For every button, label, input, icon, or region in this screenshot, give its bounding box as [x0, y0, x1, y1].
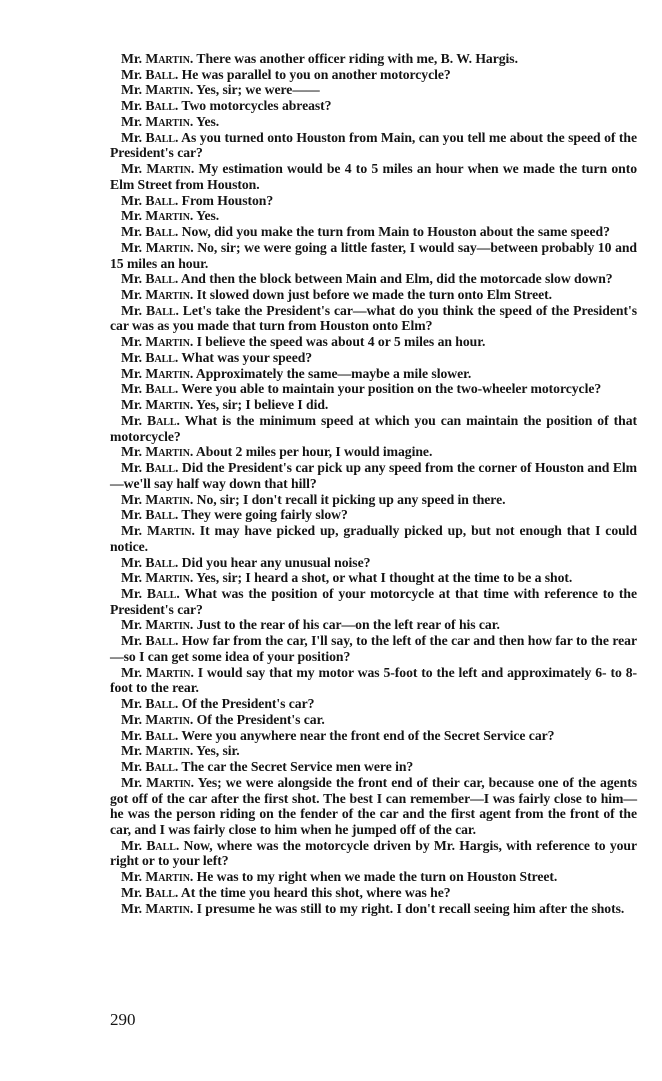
testimony-text: Just to the rear of his car—on the left rear of his car.	[196, 617, 500, 633]
testimony-paragraph: Mr. Ball. What was your speed?	[121, 349, 313, 365]
testimony-paragraph: Mr. Martin. It slowed down just before we made the turn onto Elm Street.	[121, 287, 553, 303]
speaker-name: Martin	[145, 743, 190, 759]
speaker-name: Martin	[145, 444, 190, 460]
testimony-paragraph: Mr. Ball. Were you able to maintain your position on the two-wheeler motorcycle?	[121, 381, 602, 397]
speaker-prefix: Mr.	[121, 349, 143, 365]
testimony-text: Yes, sir; I believe I did.	[196, 397, 329, 413]
testimony-paragraph: Mr. Ball. Now, where was the motorcycle driven by Mr. Hargis, with reference to your right or to your left?	[110, 837, 637, 869]
speaker-prefix: Mr.	[121, 491, 143, 507]
speaker-prefix: Mr.	[121, 869, 143, 885]
testimony-paragraph: Mr. Martin. Yes.	[121, 208, 220, 224]
testimony-text: He was parallel to you on another motorcycle?	[181, 66, 451, 82]
speaker-name: Martin	[145, 334, 190, 350]
speaker-name: Martin	[145, 869, 190, 885]
speaker-prefix: Mr.	[121, 66, 143, 82]
testimony-paragraph: Mr. Martin. About 2 miles per hour, I would imagine.	[121, 444, 433, 460]
speaker-name: Martin	[145, 365, 190, 381]
speaker-prefix: Mr.	[121, 224, 143, 240]
speaker-prefix: Mr.	[121, 523, 143, 539]
testimony-text: The car the Secret Service men were in?	[181, 759, 414, 775]
speaker-prefix: Mr.	[121, 113, 143, 129]
testimony-paragraph: Mr. Ball. Now, did you make the turn from Main to Houston about the same speed?	[121, 224, 610, 240]
speaker-name: Martin	[145, 900, 190, 916]
testimony-paragraph: Mr. Ball. What is the minimum speed at which you can maintain the position of that motorcycle?	[110, 412, 637, 444]
testimony-paragraph: Mr. Martin. Approximately the same—maybe a mile slower.	[121, 365, 472, 381]
testimony-paragraph: Mr. Martin. Yes, sir; I believe I did.	[121, 397, 329, 413]
speaker-name: Martin	[145, 570, 190, 586]
speaker-name: Ball	[145, 224, 175, 240]
speaker-prefix: Mr.	[121, 239, 143, 255]
testimony-paragraph: Mr. Ball. At the time you heard this shot, where was he?	[121, 884, 451, 900]
testimony-paragraph: Mr. Ball. They were going fairly slow?	[121, 507, 348, 523]
speaker-prefix: Mr.	[121, 711, 143, 727]
speaker-prefix: Mr.	[121, 460, 143, 476]
testimony-paragraph: Mr. Ball. Two motorcycles abreast?	[121, 98, 332, 114]
speaker-prefix: Mr.	[121, 129, 143, 145]
speaker-name: Martin	[146, 523, 192, 539]
testimony-paragraph: Mr. Martin. I believe the speed was about 4 or 5 miles an hour.	[121, 334, 486, 350]
speaker-name: Martin	[145, 617, 190, 633]
speaker-prefix: Mr.	[121, 727, 143, 743]
testimony-paragraph: Mr. Martin. My estimation would be 4 to 5 miles an hour when we made the turn onto Elm Street from Houston.	[110, 161, 638, 192]
speaker-name: Martin	[145, 113, 190, 129]
speaker-prefix: Mr.	[121, 192, 143, 208]
speaker-name: Ball	[145, 884, 175, 900]
speaker-name: Ball	[145, 381, 175, 397]
speaker-name: Ball	[145, 302, 176, 318]
testimony-text: Approximately the same—maybe a mile slower.	[195, 365, 472, 381]
speaker-name: Ball	[146, 585, 177, 601]
speaker-prefix: Mr.	[121, 381, 143, 397]
speaker-prefix: Mr.	[121, 837, 143, 853]
speaker-prefix: Mr.	[121, 743, 143, 759]
testimony-paragraph: Mr. Martin. Of the President's car.	[121, 711, 325, 727]
testimony-paragraph: Mr. Ball. Were you anywhere near the front end of the Secret Service car?	[121, 727, 555, 743]
testimony-paragraph: Mr. Martin. Yes.	[121, 113, 220, 129]
testimony-paragraph: Mr. Ball. What was the position of your motorcycle at that time with reference to the President's car?	[110, 585, 637, 617]
speaker-prefix: Mr.	[121, 444, 143, 460]
testimony-text: From Houston?	[181, 192, 274, 208]
testimony-paragraph: Mr. Ball. How far from the car, I'll say, to the left of the car and then how far to the rear—so I can get some idea of your position?	[110, 633, 637, 664]
speaker-name: Ball	[145, 507, 175, 523]
speaker-name: Martin	[145, 287, 190, 303]
speaker-name: Martin	[145, 397, 190, 413]
testimony-text: No, sir; I don't recall it picking up any speed in there.	[196, 491, 506, 507]
speaker-name: Martin	[145, 711, 190, 727]
speaker-prefix: Mr.	[121, 696, 143, 712]
speaker-prefix: Mr.	[121, 51, 143, 66]
speaker-name: Martin	[146, 161, 191, 177]
testimony-text: Did the President's car pick up any speed from the corner of Houston and Elm—we'll say half way down that hill?	[110, 460, 638, 491]
speaker-name: Martin	[146, 774, 191, 790]
speaker-name: Ball	[145, 554, 175, 570]
testimony-text: I would say that my motor was 5-foot to the left and approximately 6- to 8-foot to the rear.	[110, 664, 637, 696]
testimony-paragraph: Mr. Martin. No, sir; I don't recall it picking up any speed in there.	[121, 491, 506, 507]
speaker-prefix: Mr.	[121, 271, 143, 287]
speaker-name: Martin	[145, 664, 191, 680]
testimony-text: No, sir; we were going a little faster, I would say—between probably 10 and 15 miles an hour.	[110, 239, 637, 271]
testimony-paragraph: Mr. Martin. No, sir; we were going a little faster, I would say—between probably 10 and 15 miles an hour.	[110, 239, 637, 271]
speaker-prefix: Mr.	[121, 365, 143, 381]
testimony-paragraph: Mr. Ball. Of the President's car?	[121, 696, 315, 712]
speaker-name: Ball	[145, 633, 176, 649]
testimony-text: Now, did you make the turn from Main to Houston about the same speed?	[181, 224, 610, 240]
testimony-text: Yes.	[196, 208, 220, 224]
speaker-prefix: Mr.	[121, 161, 143, 177]
testimony-text: It slowed down just before we made the turn onto Elm Street.	[196, 287, 553, 303]
speaker-name: Ball	[145, 349, 175, 365]
speaker-name: Martin	[145, 82, 190, 98]
testimony-paragraph: Mr. Martin. Yes, sir; I heard a shot, or what I thought at the time to be a shot.	[121, 570, 573, 586]
testimony-text: He was to my right when we made the turn on Houston Street.	[196, 869, 558, 885]
testimony-paragraph: Mr. Martin. It may have picked up, gradually picked up, but not enough that I could notice.	[110, 523, 637, 554]
speaker-name: Martin	[145, 51, 190, 66]
testimony-paragraph: Mr. Martin. He was to my right when we made the turn on Houston Street.	[121, 869, 558, 885]
testimony-text: It may have picked up, gradually picked up, but not enough that I could notice.	[110, 523, 637, 554]
testimony-text: What was your speed?	[181, 349, 313, 365]
testimony-text: Yes, sir; we were——	[196, 82, 320, 98]
testimony-paragraph: Mr. Martin. I presume he was still to my right. I don't recall seeing him after the shots.	[121, 900, 625, 916]
testimony-text: Yes, sir; I heard a shot, or what I thought at the time to be a shot.	[196, 570, 573, 586]
testimony-paragraph: Mr. Ball. And then the block between Main and Elm, did the motorcade slow down?	[121, 271, 613, 287]
testimony-text: About 2 miles per hour, I would imagine.	[195, 444, 433, 460]
speaker-prefix: Mr.	[121, 334, 143, 350]
speaker-prefix: Mr.	[121, 302, 143, 318]
testimony-paragraph: Mr. Ball. Let's take the President's car—what do you think the speed of the President's car was as you made that turn from Houston onto Elm?	[110, 302, 637, 334]
speaker-name: Martin	[145, 239, 191, 255]
speaker-prefix: Mr.	[121, 617, 143, 633]
speaker-prefix: Mr.	[121, 397, 143, 413]
testimony-paragraph: Mr. Martin. There was another officer riding with me, B. W. Hargis.	[121, 51, 518, 66]
speaker-prefix: Mr.	[121, 759, 143, 775]
testimony-paragraph: Mr. Ball. As you turned onto Houston from Main, can you tell me about the speed of the President's car?	[110, 129, 637, 161]
speaker-name: Ball	[146, 837, 176, 853]
speaker-prefix: Mr.	[121, 884, 143, 900]
speaker-prefix: Mr.	[121, 287, 143, 303]
testimony-text: I believe the speed was about 4 or 5 miles an hour.	[196, 334, 486, 350]
testimony-text: There was another officer riding with me, B. W. Hargis.	[196, 51, 518, 66]
testimony-text: Of the President's car.	[196, 711, 325, 727]
speaker-prefix: Mr.	[121, 900, 143, 916]
testimony-paragraph: Mr. Martin. Just to the rear of his car—on the left rear of his car.	[121, 617, 500, 633]
testimony-paragraph: Mr. Ball. From Houston?	[121, 192, 274, 208]
speaker-name: Ball	[145, 129, 176, 145]
testimony-text: Were you anywhere near the front end of the Secret Service car?	[181, 727, 555, 743]
testimony-paragraph: Mr. Martin. Yes, sir; we were——	[121, 82, 320, 98]
testimony-text: What is the minimum speed at which you can maintain the position of that motorcycle?	[110, 412, 637, 444]
speaker-name: Ball	[145, 696, 175, 712]
speaker-name: Ball	[145, 759, 175, 775]
speaker-prefix: Mr.	[121, 570, 143, 586]
testimony-text: Did you hear any unusual noise?	[181, 554, 371, 570]
speaker-prefix: Mr.	[121, 774, 143, 790]
testimony-paragraph: Mr. Ball. He was parallel to you on another motorcycle?	[121, 66, 451, 82]
speaker-prefix: Mr.	[121, 208, 143, 224]
testimony-text: Yes; we were alongside the front end of their car, because one of the agents got off of the car after the first shot. The best I can remember—I was fairly close to him—he was the person riding on the fender of the car and the first agent from the front of the car, and I was fairly close to him when he jumped off of the car.	[110, 774, 637, 837]
testimony-text: What was the position of your motorcycle at that time with reference to the President's car?	[110, 585, 637, 617]
testimony-text: I presume he was still to my right. I don't recall seeing him after the shots.	[196, 900, 625, 916]
page-number: 290	[110, 1010, 136, 1029]
speaker-name: Ball	[145, 271, 175, 287]
testimony-text: Yes, sir.	[196, 743, 240, 759]
speaker-name: Ball	[145, 66, 175, 82]
transcript-body	[110, 51, 637, 916]
testimony-paragraph: Mr. Martin. Yes; we were alongside the front end of their car, because one of the agents got off of the car after the first shot. The best I can remember—I was fairly close to him—he was the person riding on the fender of the car and the first agent from the front of the car, and I was fairly close to him when he jumped off of the car.	[110, 774, 637, 837]
speaker-name: Martin	[145, 491, 190, 507]
speaker-name: Ball	[145, 460, 175, 476]
speaker-prefix: Mr.	[121, 633, 143, 649]
testimony-paragraph: Mr. Ball. Did the President's car pick up any speed from the corner of Houston and Elm—we'll say half way down that hill?	[110, 460, 638, 491]
testimony-text: Let's take the President's car—what do you think the speed of the President's car was as you made that turn from Houston onto Elm?	[110, 302, 637, 334]
testimony-text: Of the President's car?	[181, 696, 315, 712]
speaker-prefix: Mr.	[121, 664, 143, 680]
speaker-name: Ball	[145, 192, 175, 208]
testimony-text: How far from the car, I'll say, to the left of the car and then how far to the rear—so I can get some idea of your position?	[110, 633, 637, 664]
testimony-paragraph: Mr. Ball. The car the Secret Service men were in?	[121, 759, 414, 775]
speaker-prefix: Mr.	[121, 412, 143, 428]
speaker-name: Ball	[145, 98, 175, 114]
speaker-prefix: Mr.	[121, 554, 143, 570]
testimony-text: Now, where was the motorcycle driven by Mr. Hargis, with reference to your right or to your left?	[110, 837, 637, 869]
testimony-paragraph: Mr. Martin. Yes, sir.	[121, 743, 240, 759]
speaker-prefix: Mr.	[121, 507, 143, 523]
testimony-text: Were you able to maintain your position on the two-wheeler motorcycle?	[181, 381, 602, 397]
testimony-paragraph: Mr. Ball. Did you hear any unusual noise?	[121, 554, 371, 570]
speaker-prefix: Mr.	[121, 98, 143, 114]
testimony-text: Yes.	[196, 113, 220, 129]
testimony-text: At the time you heard this shot, where was he?	[180, 884, 451, 900]
speaker-name: Martin	[145, 208, 190, 224]
testimony-text: Two motorcycles abreast?	[181, 98, 332, 114]
speaker-name: Ball	[147, 412, 177, 428]
testimony-text: As you turned onto Houston from Main, can you tell me about the speed of the President's car?	[110, 129, 637, 161]
testimony-text: My estimation would be 4 to 5 miles an hour when we made the turn onto Elm Street from Houston.	[110, 161, 638, 192]
speaker-prefix: Mr.	[121, 585, 143, 601]
testimony-paragraph: Mr. Martin. I would say that my motor was 5-foot to the left and approximately 6- to 8-foot to the rear.	[110, 664, 637, 696]
speaker-prefix: Mr.	[121, 82, 143, 98]
testimony-text: They were going fairly slow?	[181, 507, 348, 523]
testimony-text: And then the block between Main and Elm, did the motorcade slow down?	[180, 271, 613, 287]
speaker-name: Ball	[145, 727, 175, 743]
